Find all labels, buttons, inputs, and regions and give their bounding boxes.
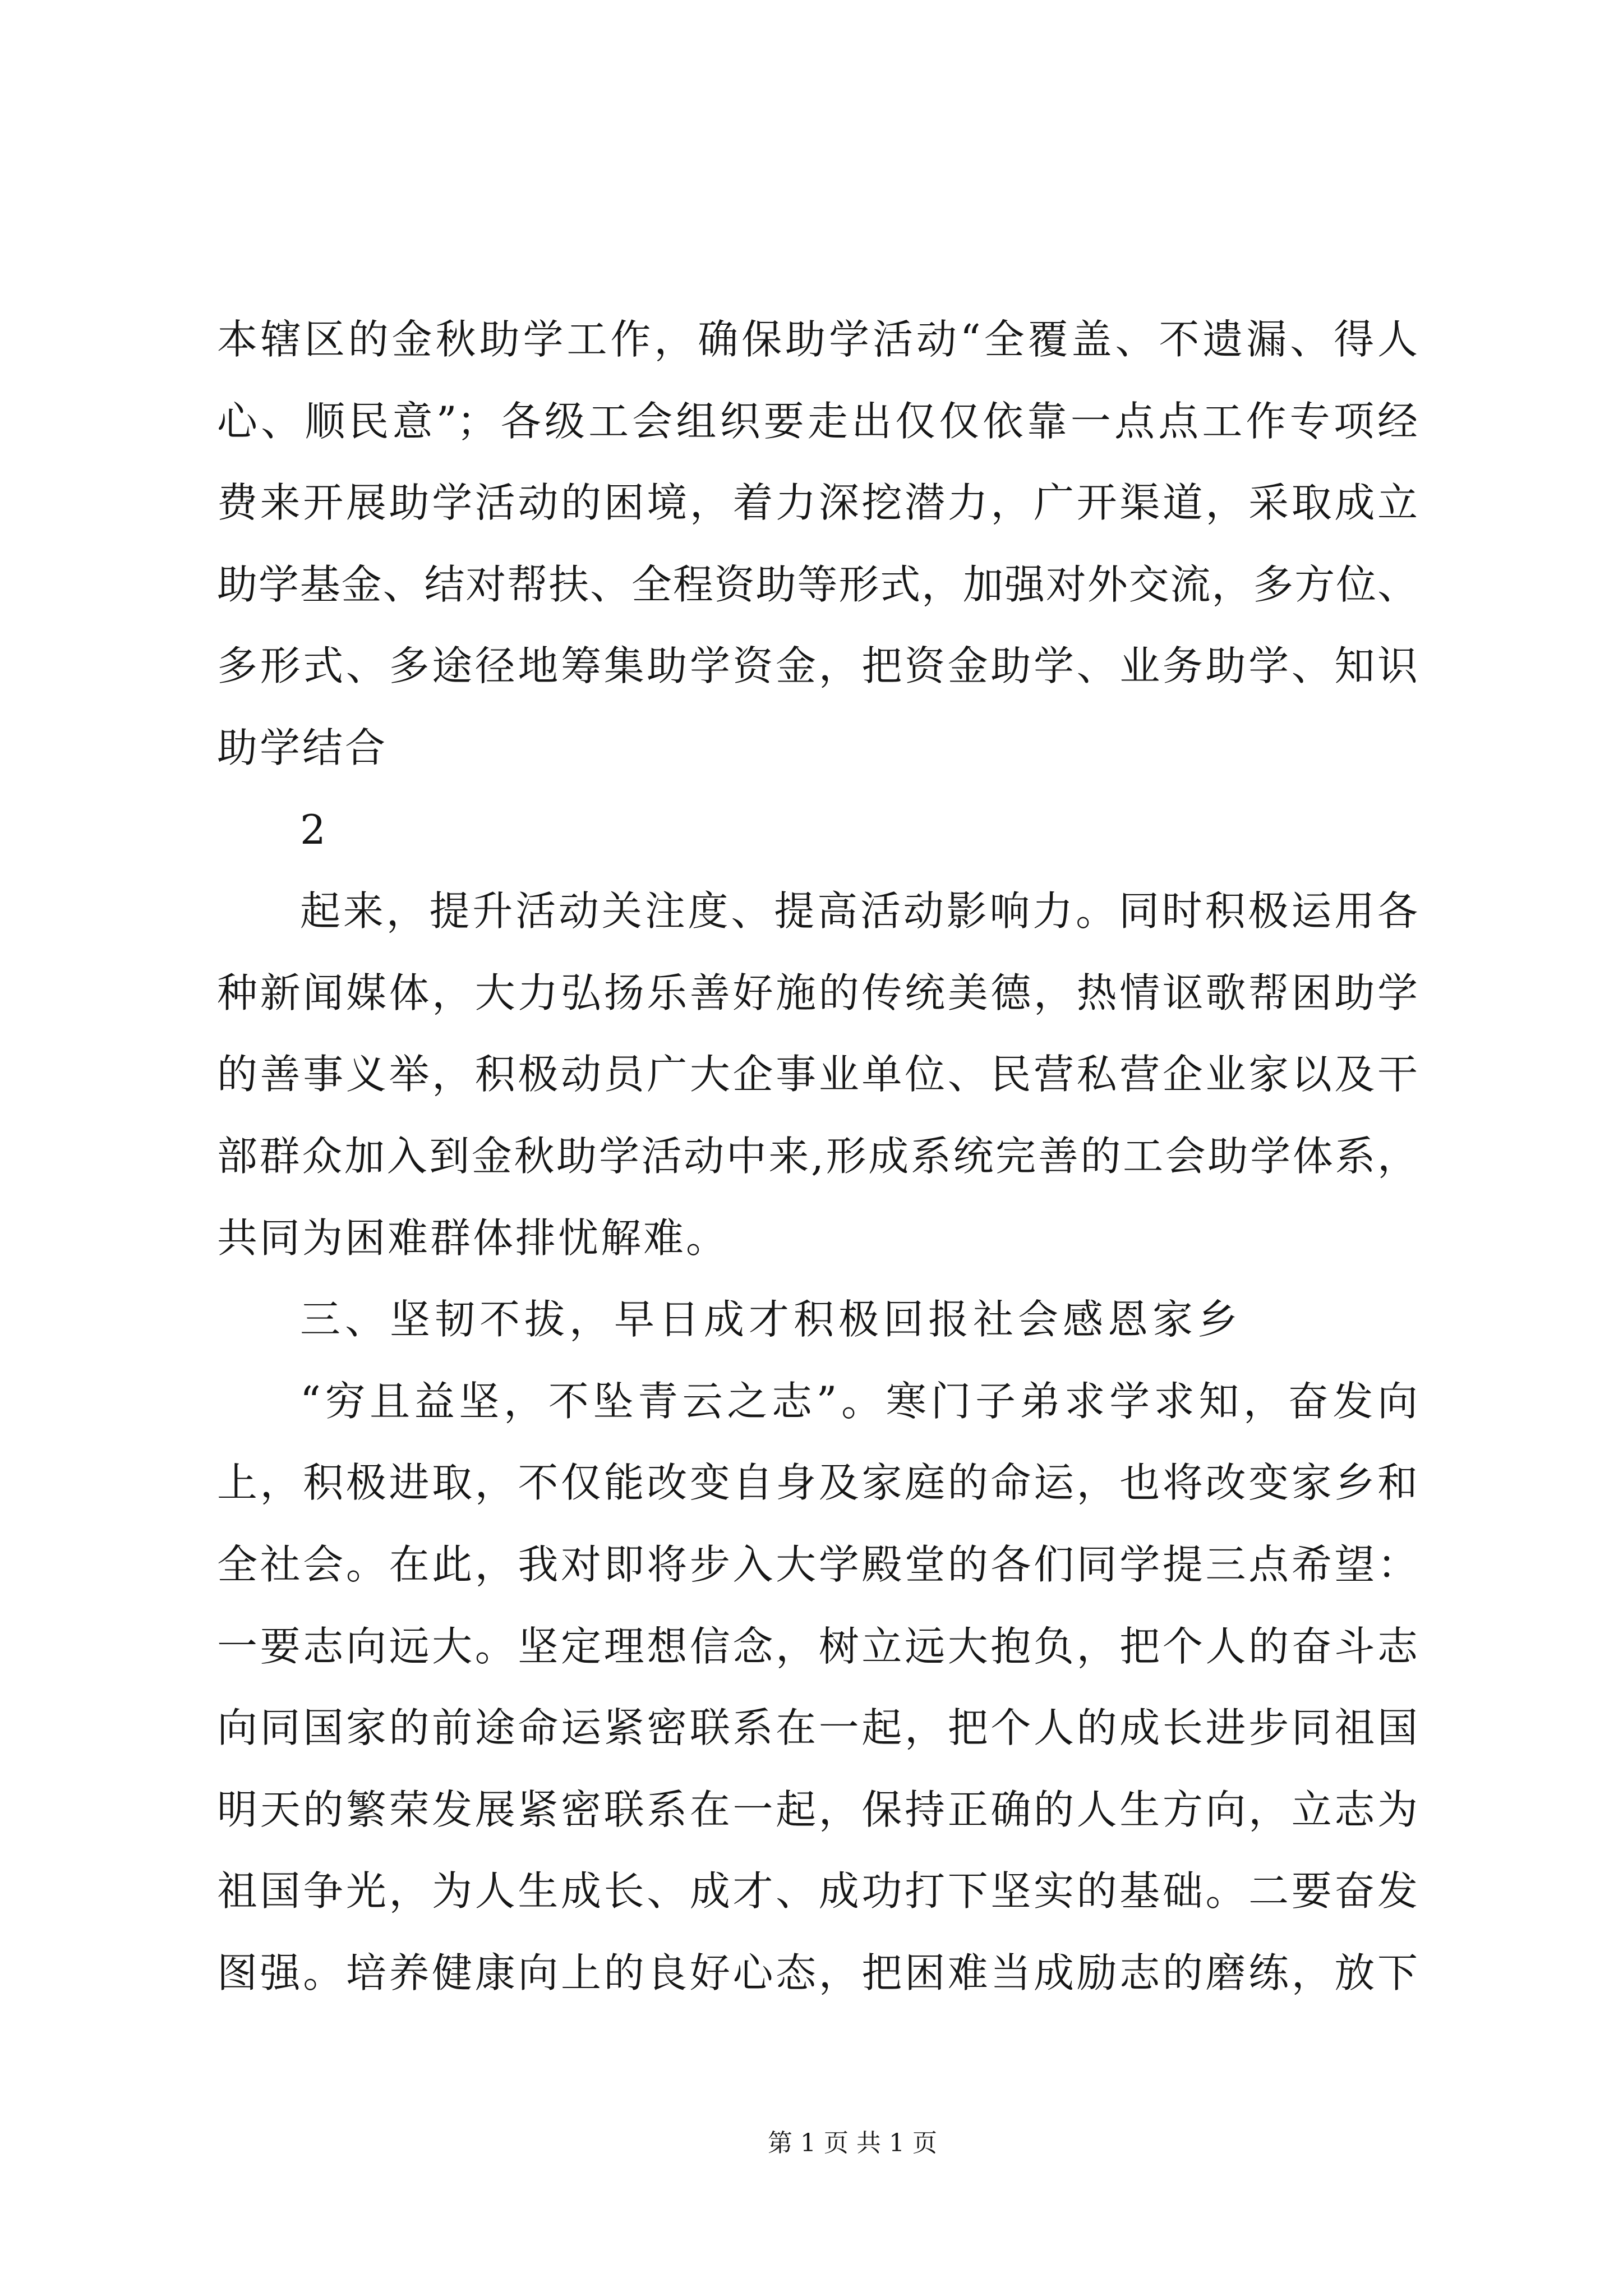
text-line: 多形式、多途径地筹集助学资金，把资金助学、业务助学、知识 xyxy=(217,642,1418,690)
text-line: 明天的繁荣发展紧密联系在一起，保持正确的人生方向，立志为 xyxy=(217,1786,1418,1833)
text-line: 助学基金、结对帮扶、全程资助等形式，加强对外交流，多方位、 xyxy=(217,560,1418,608)
text-line: 向同国家的前途命运紧密联系在一起，把个人的成长进步同祖国 xyxy=(217,1704,1418,1752)
text-line: 祖国争光，为人生成长、成才、成功打下坚实的基础。二要奋发 xyxy=(217,1867,1418,1915)
text-line: 全社会。在此，我对即将步入大学殿堂的各们同学提三点希望： xyxy=(217,1540,1418,1588)
text-line: 费来开展助学活动的困境，着力深挖潜力，广开渠道，采取成立 xyxy=(217,479,1418,527)
document-body xyxy=(217,299,1418,2014)
text-line: 的善事义举，积极动员广大企事业单位、民营私营企业家以及干 xyxy=(217,1051,1418,1098)
paragraph xyxy=(217,1361,1418,2014)
text-line: 起来，提升活动关注度、提高活动影响力。同时积极运用各 xyxy=(300,887,1418,935)
text-line: 部群众加入到金秋助学活动中来,形成系统完善的工会助学体系， xyxy=(217,1132,1418,1180)
paragraph-page-number xyxy=(217,789,1418,871)
text-line: 种新闻媒体，大力弘扬乐善好施的传统美德，热情讴歌帮困助学 xyxy=(217,969,1418,1016)
text-line: “穷且益坚，不坠青云之志”。寒门子弟求学求知，奋发向 xyxy=(300,1377,1418,1425)
text-line: 本辖区的金秋助学工作，确保助学活动“全覆盖、不遗漏、得人 xyxy=(217,316,1418,363)
text-line: 助学结合 xyxy=(217,724,388,771)
text-line: 一要志向远大。坚定理想信念，树立远大抱负，把个人的奋斗志 xyxy=(217,1622,1418,1670)
paragraph xyxy=(217,299,1418,789)
text-line: 共同为困难群体排忧解难。 xyxy=(217,1214,729,1262)
paragraph xyxy=(217,871,1418,1279)
text-line: 图强。培养健康向上的良好心态，把困难当成励志的磨练，放下 xyxy=(217,1949,1418,1996)
text-line: 心、顺民意”；各级工会组织要走出仅仅依靠一点点工作专项经 xyxy=(217,397,1418,445)
text-line: 2 xyxy=(300,806,328,853)
heading-line: 三、坚韧不拔，早日成才积极回报社会感恩家乡 xyxy=(300,1296,1243,1343)
page-footer: 第 1 页 共 1 页 xyxy=(768,2129,937,2157)
text-line: 上，积极进取，不仅能改变自身及家庭的命运，也将改变家乡和 xyxy=(217,1459,1418,1507)
section-heading xyxy=(217,1279,1418,1361)
